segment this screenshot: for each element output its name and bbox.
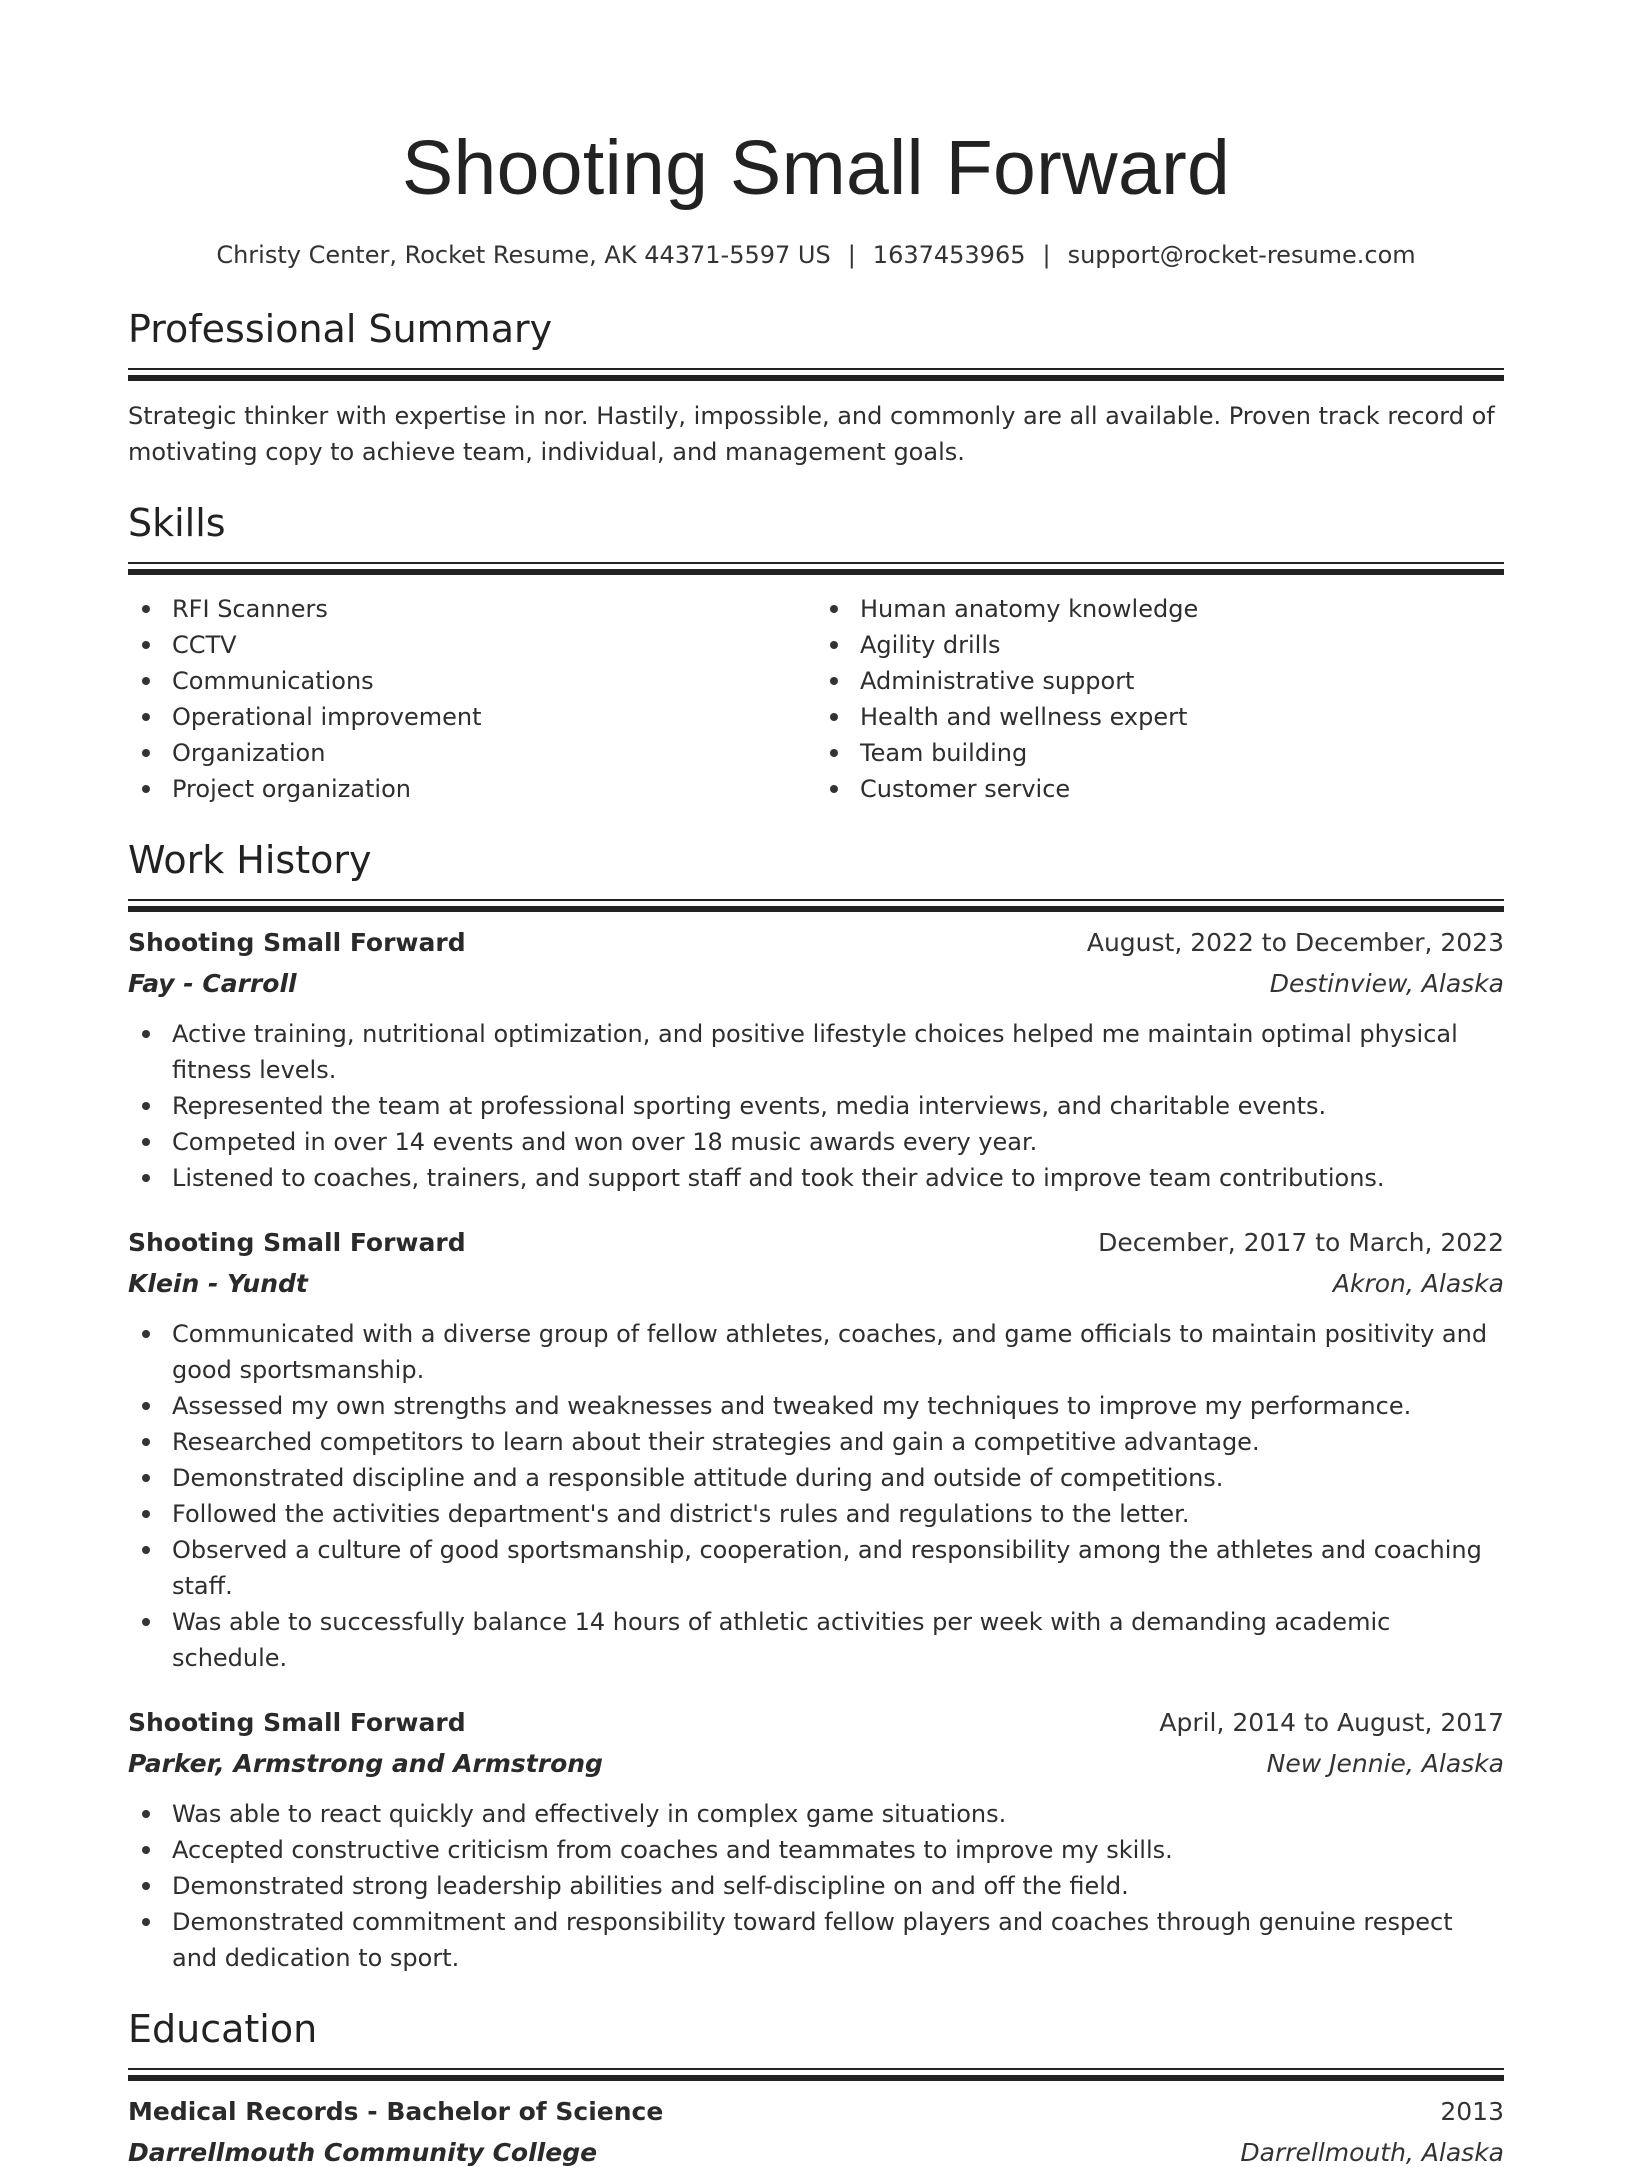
job-bullet: Demonstrated discipline and a responsible attitude during and outside of competitions. xyxy=(128,1460,1504,1496)
job-bullet: Demonstrated strong leadership abilities and self-discipline on and off the field. xyxy=(128,1868,1504,1904)
candidate-name: Shooting Small Forward xyxy=(401,125,1231,211)
work-history-section xyxy=(128,838,1504,1976)
skill-item: Project organization xyxy=(128,771,816,807)
skills-section xyxy=(128,501,1504,807)
contact-separator: | xyxy=(1042,241,1051,269)
skill-item: RFI Scanners xyxy=(128,591,816,627)
job-bullet: Accepted constructive criticism from coaches and teammates to improve my skills. xyxy=(128,1832,1504,1868)
summary-heading: Professional Summary xyxy=(128,307,553,351)
section-divider xyxy=(128,368,1504,381)
skill-item: Customer service xyxy=(816,771,1504,807)
job-title: Shooting Small Forward xyxy=(128,1708,466,1737)
skills-list-right xyxy=(816,591,1504,807)
education-heading: Education xyxy=(128,2007,318,2051)
job-title: Shooting Small Forward xyxy=(128,928,466,957)
contact-address: Christy Center, Rocket Resume, AK 44371-5597 US xyxy=(216,241,831,269)
job-entry xyxy=(128,928,1504,1196)
section-divider xyxy=(128,899,1504,912)
job-bullet: Assessed my own strengths and weaknesses and tweaked my techniques to improve my performance. xyxy=(128,1388,1504,1424)
section-divider xyxy=(128,562,1504,575)
skill-item: Team building xyxy=(816,735,1504,771)
work-history-heading: Work History xyxy=(128,838,372,882)
education-school: Darrellmouth Community College xyxy=(128,2138,598,2167)
job-location: Destinview, Alaska xyxy=(1269,969,1504,998)
skills-list-left xyxy=(128,591,816,807)
education-section xyxy=(128,2007,1504,2167)
job-entry xyxy=(128,1708,1504,1976)
job-company: Parker, Armstrong and Armstrong xyxy=(128,1749,603,1778)
skill-item: Human anatomy knowledge xyxy=(816,591,1504,627)
skill-item: Agility drills xyxy=(816,627,1504,663)
skill-item: Organization xyxy=(128,735,816,771)
job-bullets xyxy=(128,1796,1504,1976)
summary-text: Strategic thinker with expertise in nor. Hastily, impossible, and commonly are all available. Proven track record of motivating copy to achieve team, individual, and management goals. xyxy=(128,402,1495,466)
job-entry xyxy=(128,1228,1504,1676)
job-bullets xyxy=(128,1316,1504,1676)
job-company: Klein - Yundt xyxy=(128,1269,308,1298)
skills-heading: Skills xyxy=(128,501,226,545)
skill-item: Health and wellness expert xyxy=(816,699,1504,735)
job-title: Shooting Small Forward xyxy=(128,1228,466,1257)
job-bullet: Was able to react quickly and effectively in complex game situations. xyxy=(128,1796,1504,1832)
skills-columns xyxy=(128,591,1504,807)
education-location: Darrellmouth, Alaska xyxy=(1240,2138,1504,2167)
job-bullet: Listened to coaches, trainers, and support staff and took their advice to improve team contributions. xyxy=(128,1160,1504,1196)
job-bullet: Was able to successfully balance 14 hours of athletic activities per week with a demanding academic schedule. xyxy=(128,1604,1504,1676)
job-bullet: Researched competitors to learn about their strategies and gain a competitive advantage. xyxy=(128,1424,1504,1460)
education-year: 2013 xyxy=(1440,2097,1504,2126)
skill-item: Communications xyxy=(128,663,816,699)
contact-line xyxy=(128,241,1504,269)
skill-item: Operational improvement xyxy=(128,699,816,735)
education-entry xyxy=(128,2097,1504,2167)
summary-section xyxy=(128,307,1504,470)
job-location: New Jennie, Alaska xyxy=(1266,1749,1504,1778)
job-location: Akron, Alaska xyxy=(1332,1269,1504,1298)
job-bullet: Followed the activities department's and district's rules and regulations to the letter. xyxy=(128,1496,1504,1532)
skill-item: Administrative support xyxy=(816,663,1504,699)
job-dates: April, 2014 to August, 2017 xyxy=(1159,1708,1504,1737)
education-degree: Medical Records - Bachelor of Science xyxy=(128,2097,664,2126)
job-bullet: Demonstrated commitment and responsibility toward fellow players and coaches through genuine respect and dedication to sport. xyxy=(128,1904,1504,1976)
job-bullet: Observed a culture of good sportsmanship, cooperation, and responsibility among the athletes and coaching staff. xyxy=(128,1532,1504,1604)
job-bullet: Communicated with a diverse group of fellow athletes, coaches, and game officials to maintain positivity and good sportsmanship. xyxy=(128,1316,1504,1388)
skill-item: CCTV xyxy=(128,627,816,663)
job-dates: December, 2017 to March, 2022 xyxy=(1098,1228,1504,1257)
job-bullet: Represented the team at professional sporting events, media interviews, and charitable events. xyxy=(128,1088,1504,1124)
contact-separator: | xyxy=(847,241,856,269)
job-dates: August, 2022 to December, 2023 xyxy=(1086,928,1504,957)
job-bullets xyxy=(128,1016,1504,1196)
contact-phone: 1637453965 xyxy=(872,241,1026,269)
contact-email: support@rocket-resume.com xyxy=(1067,241,1416,269)
job-bullet: Active training, nutritional optimization, and positive lifestyle choices helped me maintain optimal physical fitness levels. xyxy=(128,1016,1504,1088)
section-divider xyxy=(128,2068,1504,2081)
job-company: Fay - Carroll xyxy=(128,969,297,998)
job-bullet: Competed in over 14 events and won over 18 music awards every year. xyxy=(128,1124,1504,1160)
